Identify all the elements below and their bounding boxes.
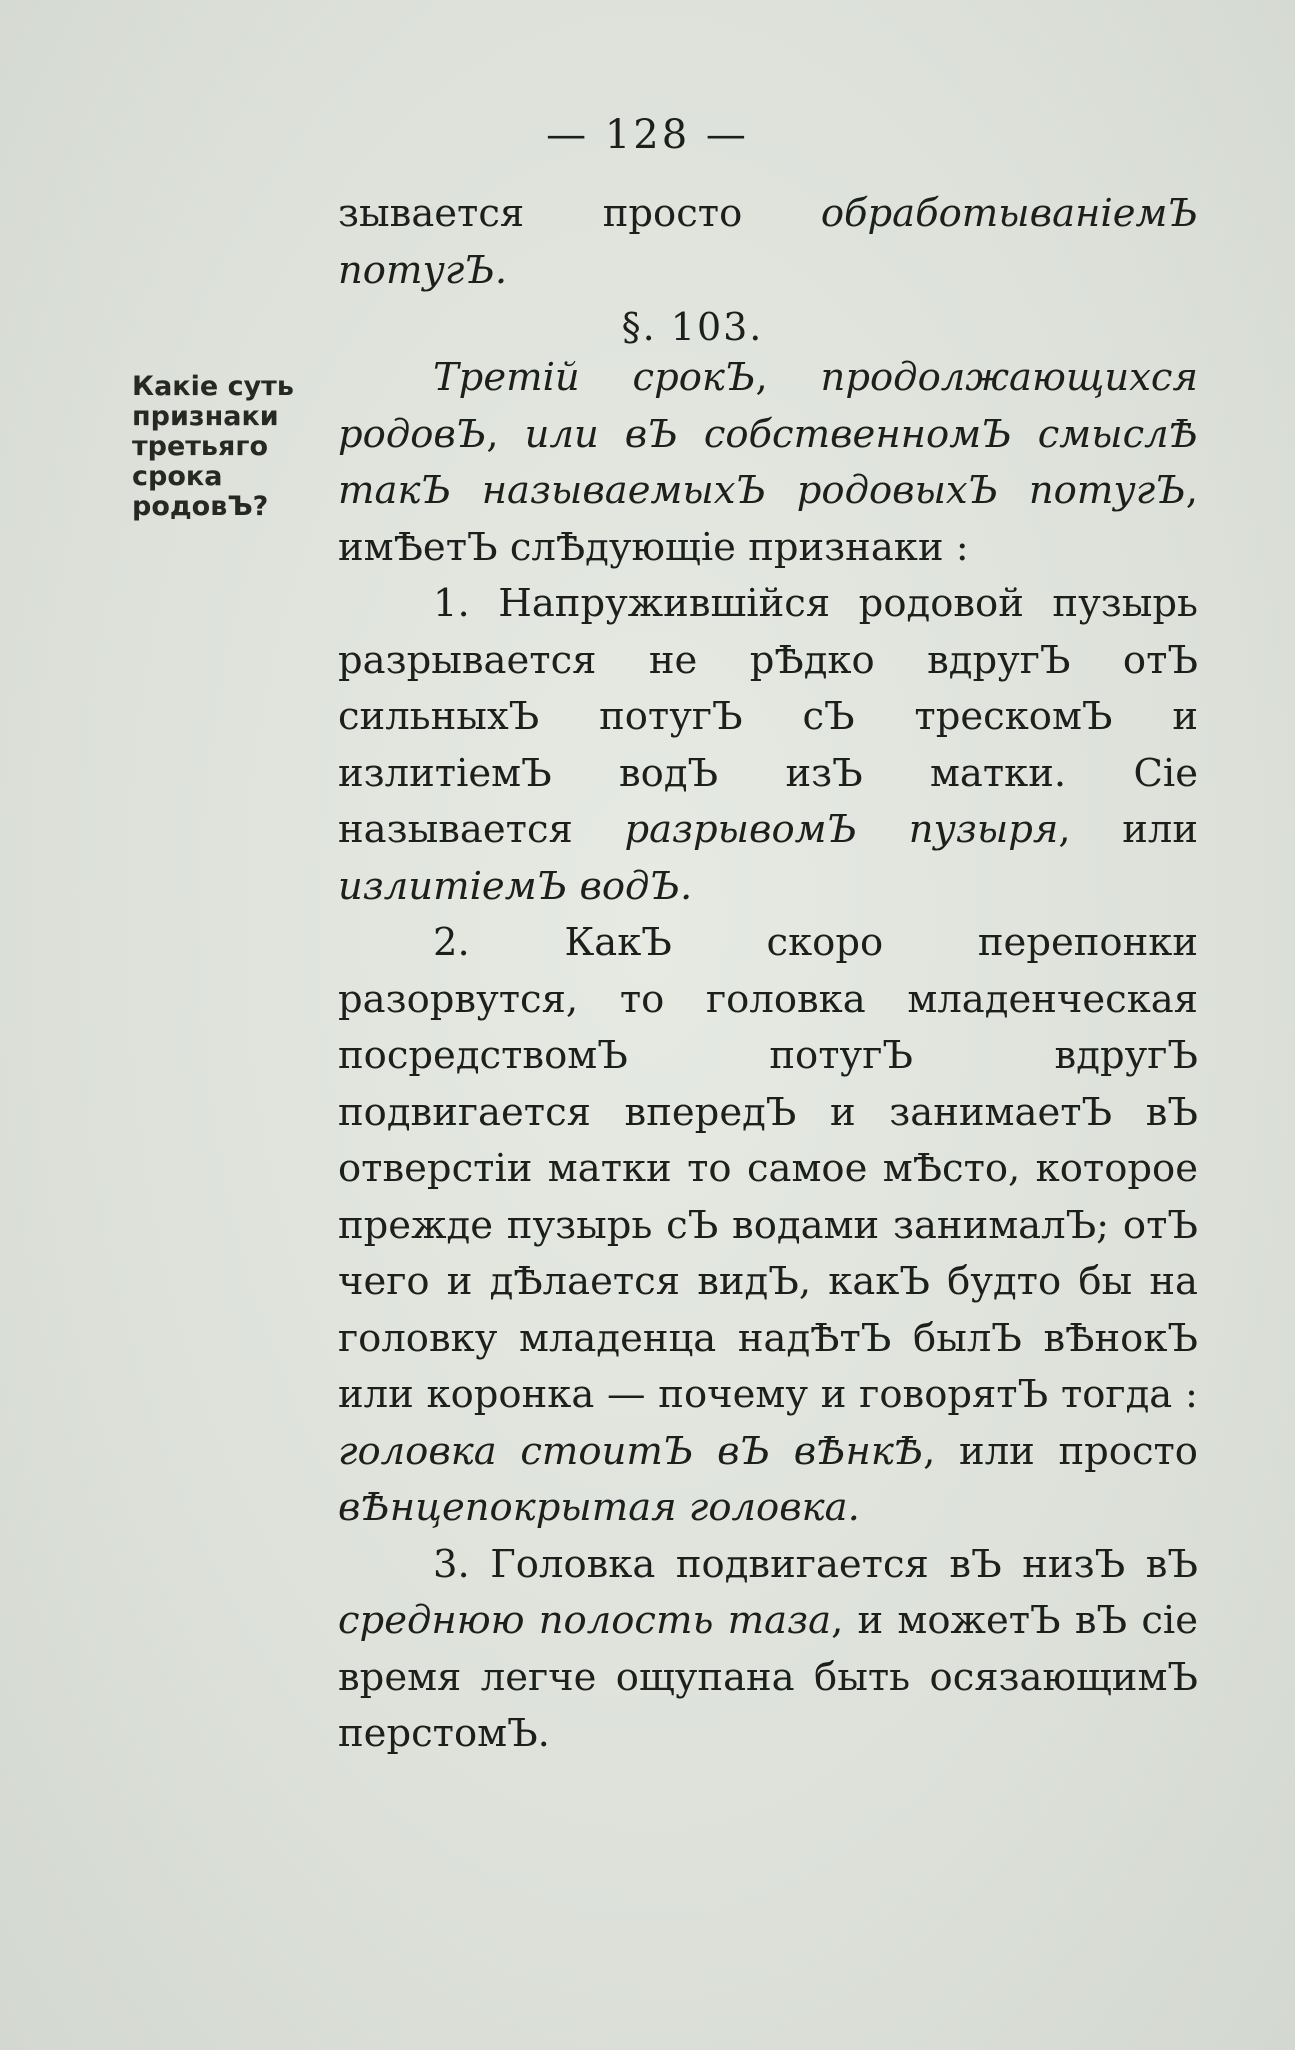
continued-text-italic: обработываніемЪ — [820, 191, 1198, 236]
margin-note: Какіе суть признаки третьяго срока родовЪ? — [132, 371, 294, 522]
list-item-1 — [338, 576, 1198, 915]
item2-mid: , или просто — [923, 1428, 1198, 1474]
item2-italic-1: головка стоитЪ вЪ вѢнкѢ — [338, 1428, 924, 1474]
item3-prefix: 3. Головка подвигается вЪ низЪ вЪ — [433, 1541, 1198, 1587]
continued-text-italic-2: потугЪ. — [338, 247, 508, 293]
intro-paragraph — [338, 350, 1198, 576]
item1-italic-2: излитіемЪ водЪ. — [338, 863, 693, 909]
intro-sep-1: , — [755, 355, 821, 400]
continued-text — [338, 186, 1198, 299]
section-heading: §. 103. — [621, 305, 764, 349]
continued-text-plain: зывается просто — [338, 191, 821, 236]
intro-italic-2: продолжающихся родовЪ — [338, 355, 1198, 457]
page-number: — 128 — — [546, 112, 749, 158]
intro-italic-1: Третій срокЪ — [433, 355, 756, 400]
item1-mid: , или — [1058, 807, 1198, 852]
intro-italic-3: или вЪ собственномЪ смыслѢ такЪ называемыхЪ родовыхЪ потугЪ — [338, 411, 1198, 513]
item2-italic-2: вѢнцепокрытая головка. — [338, 1485, 860, 1530]
section-body — [338, 350, 1198, 1763]
item3-italic-1: среднюю полость таза — [338, 1598, 832, 1643]
item1-italic-1: разрывомЪ пузыря — [624, 807, 1059, 852]
list-item-2 — [338, 915, 1198, 1537]
intro-rest: , имѢетЪ слѢдующіе признаки : — [338, 468, 1198, 570]
item1-text: 1. Напружившійся родовой пузырь разрывается не рѢдко вдругЪ отЪ сильныхЪ потугЪ сЪ трескомЪ и излитіемЪ водЪ изЪ матки. Сіе называется — [338, 581, 1198, 852]
list-item-3 — [338, 1537, 1198, 1763]
continued-paragraph — [338, 186, 1198, 299]
intro-sep-2: , — [486, 411, 525, 457]
item2-text: 2. КакЪ скоро перепонки разорвутся, то головка младенческая посредствомЪ потугЪ вдругЪ подвигается впередЪ и занимаетЪ вЪ отверстіи матки то самое мѢсто, которое прежде пузырь сЪ водами занималЪ; отЪ чего и дѢлается видЪ, какЪ будто бы на головку младенца надѢтЪ былЪ вѢнокЪ или коронка — почему и говорятЪ тогда : — [338, 920, 1198, 1417]
item3-rest: , и можетЪ вЪ сіе время легче ощупана быть осязающимЪ перстомЪ. — [338, 1598, 1198, 1756]
